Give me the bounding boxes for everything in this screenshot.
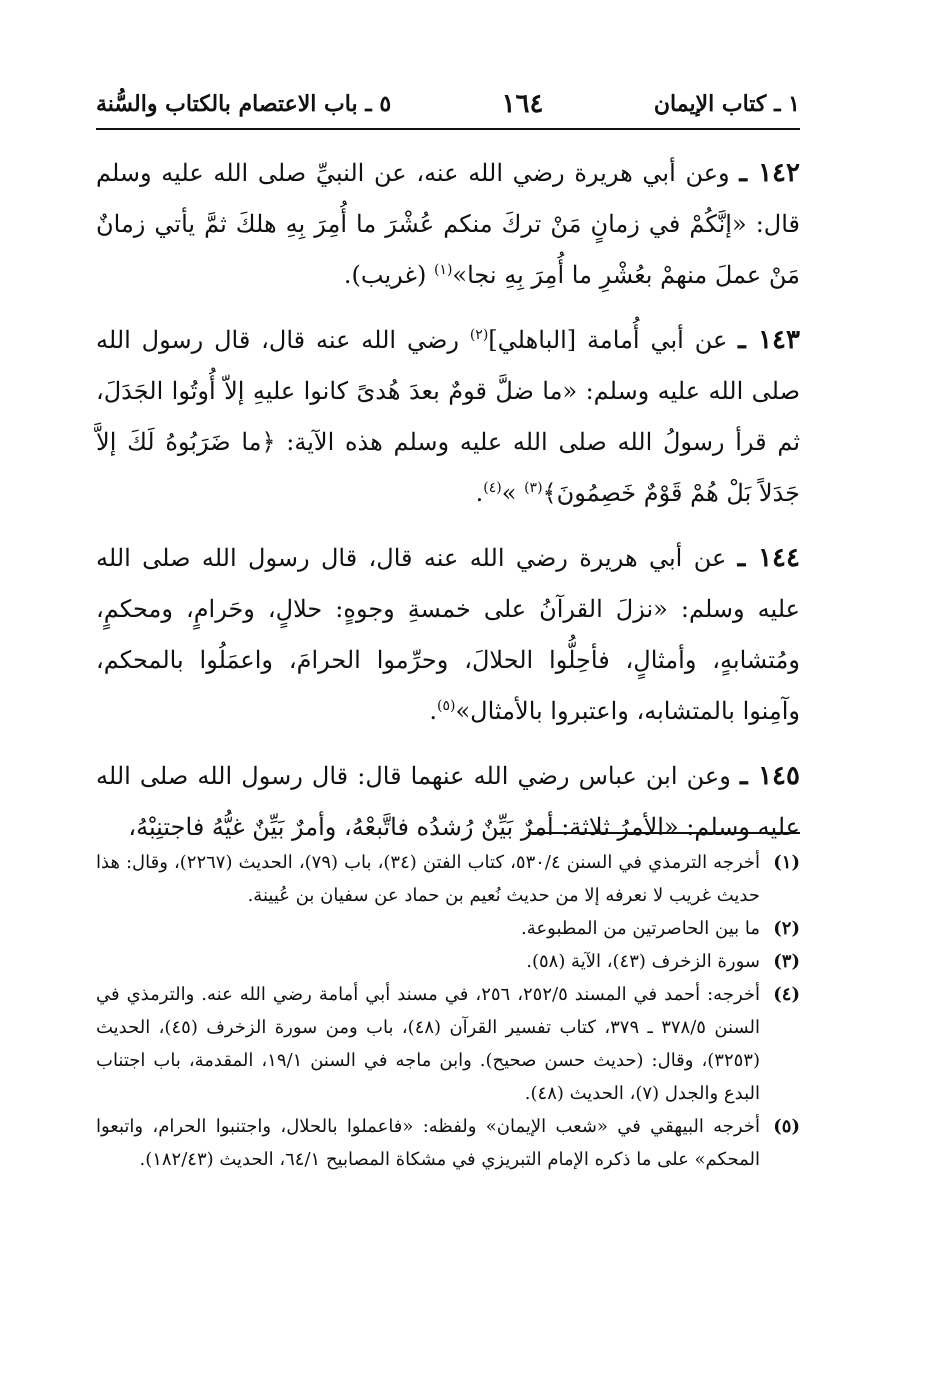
hadith-text: وعن أبي هريرة رضي الله عنه، عن النبيِّ صلى الله عليه وسلم قال: «إنَّكُمْ في زمانٍ مَنْ تركَ منكم عُشْرَ ما أُمِرَ بِهِ هلكَ ثمَّ يأتي زمانٌ مَنْ عملَ منهمْ بعُشْرِ ما أُمِرَ بِهِ نجا» (96, 159, 801, 289)
footnote-label: (١) (773, 852, 800, 873)
hadith-text: وعن ابن عباس رضي الله عنهما قال: قال رسول الله صلى الله عليه وسلم: «الأمرُ ثلاثة: أمرٌ بَيِّنٌ رُشدُه فاتَّبعْهُ، وأمرٌ بَيِّنٌ غيُّهُ فاجتنِبْهُ، (96, 762, 800, 841)
footnote-label: (٤) (773, 984, 800, 1005)
chapter-title: ١ ـ كتاب الإيمان (653, 91, 800, 117)
footnote-text: سورة الزخرف (٤٣)، الآية (٥٨). (526, 951, 760, 972)
hadith-144 (96, 533, 800, 737)
footnote-text: أخرجه البيهقي في «شعب الإيمان» ولفظه: «فاعملوا بالحلال، واجتنبوا الحرام، واتبعوا المحكم» على ما ذكره الإمام التبريزي في مشكاة المصابيح ٦٤/١، الحديث (١٨٢/٤٣). (96, 1116, 760, 1170)
hadith-number: ١٤٢ ـ (739, 158, 800, 188)
main-text (96, 148, 800, 867)
hadith-text: عن أبي أُمامة [الباهلي] (488, 326, 728, 354)
footnote-label: (٢) (773, 918, 800, 939)
footnote-text: أخرجه: أحمد في المسند ٢٥٢/٥، ٢٥٦، في مسند أبي أمامة رضي الله عنه. والترمذي في السنن ٣٧٨/٥ ـ ٣٧٩، كتاب تفسير القرآن (٤٨)، باب ومن سورة الزخرف (٤٥)، الحديث (٣٢٥٣)، وقال: (حديث حسن صحيح). وابن ماجه في السنن ١٩/١، المقدمة، باب اجتناب البدع والجدل (٧)، الحديث (٤٨). (96, 984, 761, 1104)
footnote-label: (٣) (773, 951, 800, 972)
hadith-142 (96, 148, 800, 301)
footnote (96, 1110, 800, 1176)
hadith-text: عن أبي هريرة رضي الله عنه قال، قال رسول الله صلى الله عليه وسلم: «نزلَ القرآنُ على خمسةِ وجوهٍ: حلالٍ، وحَرامٍ، ومحكمٍ، ومُتشابهٍ، وأمثالٍ، فأحِلُّوا الحلالَ، وحرِّموا الحرامَ، واعمَلُوا بالمحكم، وآمِنوا بالمتشابه، واعتبروا بالأمثال» (96, 544, 800, 725)
footnote-ref[interactable]: (٥) (437, 698, 456, 714)
hadith-grade: (غريب). (343, 261, 434, 289)
section-title: ٥ ـ باب الاعتصام بالكتاب والسُّنة (96, 91, 392, 117)
footnote (96, 978, 800, 1110)
hadith-145 (96, 751, 800, 853)
footnote (96, 846, 800, 912)
footnote-rule (528, 832, 800, 834)
hadith-text-end: . (475, 479, 484, 507)
footnote-label: (٥) (773, 1116, 800, 1137)
hadith-number: ١٤٥ ـ (739, 761, 800, 791)
hadith-text-end: . (429, 697, 437, 725)
hadith-text-cont: » (501, 479, 525, 507)
page-number: ١٦٤ (501, 89, 544, 119)
footnote-ref[interactable]: (٢) (469, 327, 489, 343)
footnote-text: ما بين الحاصرتين من المطبوعة. (521, 918, 760, 939)
footnote (96, 945, 800, 978)
footnote-text: أخرجه الترمذي في السنن ٥٣٠/٤، كتاب الفتن (٣٤)، باب (٧٩)، الحديث (٢٢٦٧)، وقال: هذا حديث غريب لا نعرفه إلا من حديث نُعيم بن حماد عن سفيان بن عُيينة. (96, 852, 760, 906)
footnotes (96, 846, 800, 1176)
hadith-number: ١٤٣ ـ (738, 325, 800, 355)
hadith-text-cont: رضي الله عنه قال، قال رسول الله صلى الله عليه وسلم: «ما ضلَّ قومٌ بعدَ هُدىً كانوا عليهِ إلاّ أُوتُوا الجَدَلَ، ثم قرأ رسولُ الله صلى الله عليه وسلم هذه الآية: ﴿ما ضَرَبُوهُ لَكَ إلاَّ جَدَلاً بَلْ هُمْ قَوْمٌ خَصِمُونَ﴾ (96, 326, 800, 507)
footnote-ref[interactable]: (١) (433, 262, 453, 278)
running-header (96, 84, 800, 124)
header-rule (96, 128, 800, 130)
hadith-number: ١٤٤ ـ (737, 543, 800, 573)
footnote (96, 912, 800, 945)
hadith-143 (96, 315, 800, 519)
footnote-ref[interactable]: (٤) (483, 480, 502, 496)
footnote-ref[interactable]: (٣) (524, 480, 543, 496)
